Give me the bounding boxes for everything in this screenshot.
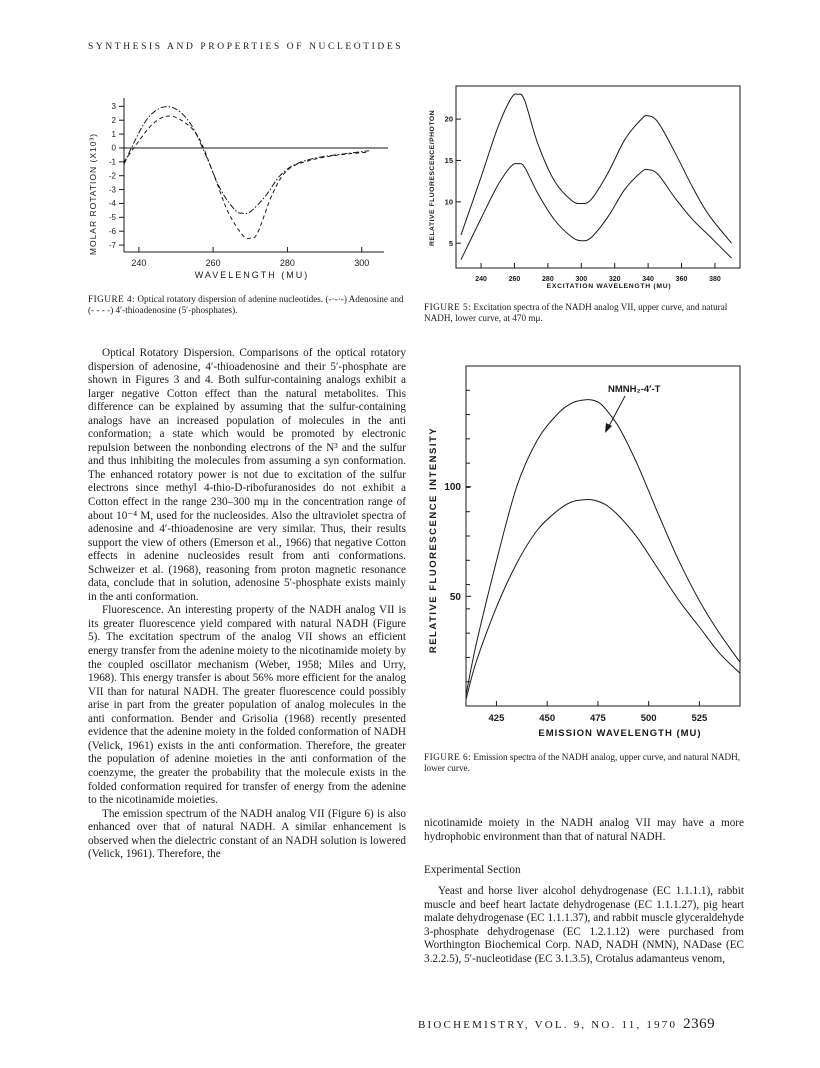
y-tick-label: -6 <box>108 226 116 236</box>
paragraph-emission: The emission spectrum of the NADH analog VII (Figure 6) is also enhanced over that of natural NADH. A similar enhancement is observed when the dielectric constant of an NADH solution is lowered (Velick, 1961). Therefore, the <box>88 807 406 861</box>
y-tick-label: 1 <box>111 129 116 139</box>
fig5-series-analog <box>461 94 732 243</box>
fig5-series-natural <box>461 164 732 260</box>
fig6-xlabel: EMISSION WAVELENGTH (MU) <box>538 728 702 739</box>
paragraph-experimental: Yeast and horse liver alcohol dehydrogenase (EC 1.1.1.1), rabbit muscle and beef heart lactate dehydrogenase (EC 1.1.1.27), pig heart malate dehydrogenase (EC 1.1.1.37), and rabbit muscle glyceraldehyde 3-phosphate dehydrogenase (EC 1.2.1.12) were purchased from Worthington Biochemical Corp. NAD, NADH (NMN), NADase (EC 3.2.2.5), 5′-nucleotidase (EC 3.1.3.5), Crotalus adamanteus venom, <box>424 885 744 965</box>
paragraph-continuation: nicotinamide moiety in the NADH analog VII may have a more hydrophobic environment than that of natural NADH. <box>424 817 744 843</box>
y-tick-label: 10 <box>444 197 453 207</box>
figure-5-caption <box>424 302 744 324</box>
x-tick-label: 260 <box>205 258 221 268</box>
y-tick-label: 3 <box>111 102 116 112</box>
fig6-series-analog <box>466 400 740 695</box>
right-column <box>424 817 744 844</box>
figure-6-caption-label: FIGURE 6: <box>424 752 472 762</box>
x-tick-label: 300 <box>354 258 370 268</box>
x-tick-label: 450 <box>539 713 556 724</box>
fig5-ylabel: RELATIVE FLUORESCENCE/PHOTON <box>429 109 436 247</box>
fig4-series-adenosine <box>124 107 369 214</box>
figure-4-caption-text: Optical rotatory dispersion of adenine nucleotides. (-·-·-) Adenosine and (- - - -) 4′-thioadenosine (5′-phosphates). <box>88 294 404 315</box>
footer <box>418 1016 715 1033</box>
y-tick-label: 5 <box>448 238 453 248</box>
fig6-annotation-arrowhead <box>605 423 612 433</box>
y-tick-label: -3 <box>108 185 116 195</box>
fig4-xlabel: WAVELENGTH (MU) <box>194 270 310 280</box>
figure-4-caption-label: FIGURE 4: <box>88 294 136 304</box>
x-tick-label: 380 <box>709 276 721 283</box>
x-tick-label: 280 <box>279 258 295 268</box>
y-tick-label: -4 <box>108 199 116 209</box>
x-tick-label: 500 <box>640 713 657 724</box>
figure-6-chart <box>420 360 746 748</box>
fig5-frame <box>456 86 740 268</box>
y-tick-label: -1 <box>108 157 116 167</box>
figure-5-caption-label: FIGURE 5: <box>424 302 472 312</box>
fig6-frame <box>466 366 740 706</box>
x-tick-label: 260 <box>508 276 521 283</box>
figure-6-caption <box>424 752 744 774</box>
fig4-series-thioadenosine <box>124 116 369 239</box>
y-tick-label: 100 <box>444 482 461 494</box>
left-column <box>88 347 406 862</box>
fig4-y-axis-label <box>88 133 98 255</box>
y-tick-label: 2 <box>111 115 116 125</box>
figure-4-chart <box>84 82 404 284</box>
section-heading: Experimental Section <box>424 864 521 876</box>
x-tick-label: 320 <box>608 276 621 283</box>
fig4-ylabel: MOLAR ROTATION (X10³) <box>88 132 98 256</box>
figure-6-caption-text: Emission spectra of the NADH analog, upper curve, and natural NADH, lower curve. <box>424 752 741 773</box>
x-tick-label: 240 <box>475 276 487 283</box>
y-tick-label: 0 <box>111 143 116 153</box>
experimental-paragraph-block <box>424 885 744 966</box>
x-tick-label: 240 <box>131 258 147 268</box>
figure-5-caption-text: Excitation spectra of the NADH analog VII, upper curve, and natural NADH, lower curve, at 470 mμ. <box>424 302 728 323</box>
x-tick-label: 425 <box>488 713 505 724</box>
x-tick-label: 300 <box>575 276 588 283</box>
x-tick-label: 280 <box>542 276 554 283</box>
x-tick-label: 360 <box>675 276 688 283</box>
figure-5-chart <box>424 82 746 294</box>
paragraph-ord: Optical Rotatory Dispersion. Comparisons of the optical rotatory dispersion of adenosine, 4′-thioadenosine and their 5′-phosphate are shown in Figures 3 and 4. Both sulfur-containing analogs exhibit a larger negative Cotton effect than the natural metabolites. This difference can be explained by assuming that the sulfur-containing analogs have an increased population of molecules in the anti conformation; a state which would be promoted by electronic repulsion between the nonbonding electrons of the N³ and the sulfur and thus inhibiting the molecules from assuming a syn conformation. The enhanced rotatory power is not due to excitation of the sulfur electrons since methyl 4-thio-D-ribofuranosides do not exhibit a Cotton effect in the range 230–300 mμ in the concentration range of about 10⁻⁴ M, used for the nucleosides. Also the ultraviolet spectra of adenosine and 4′-thioadenosine are very similar. Thus, their results support the view of others (Emerson et al., 1966) that negative Cotton effects in adenine nucleosides result from anti conformations. Schweizer et al. (1968), reasoning from proton magnetic resonance data, conclude that in solution, adenosine 5′-phosphate exists mainly in the anti conformation. <box>88 347 406 603</box>
x-tick-label: 525 <box>691 713 708 724</box>
y-tick-label: -5 <box>108 213 116 223</box>
running-head: SYNTHESIS AND PROPERTIES OF NUCLEOTIDES <box>88 42 404 52</box>
fig5-xlabel: EXCITATION WAVELENGTH (MU) <box>546 283 672 290</box>
footer-journal: BIOCHEMISTRY, VOL. 9, NO. 11, 1970 <box>418 1019 678 1031</box>
y-tick-label: 15 <box>444 156 453 166</box>
x-tick-label: 475 <box>589 713 606 724</box>
fig6-ylabel: RELATIVE FLUORESCENCE INTENSITY <box>428 426 439 654</box>
figure-4-caption <box>88 294 406 316</box>
y-tick-label: 50 <box>449 591 461 603</box>
y-tick-label: -2 <box>108 171 116 181</box>
paragraph-fluorescence: Fluorescence. An interesting property of the NADH analog VII is its greater fluorescence yield compared with natural NADH (Figure 5). The excitation spectrum of the analog VII shows an efficient energy transfer from the adenine moiety to the nicotinamide moiety by the coupled oscillator mechanism (Weber, 1958; Miles and Urry, 1968). This energy transfer is about 56% more efficient for the analog VII than for natural NADH. The greater fluorescence could possibly arise in part from the greater population of analog molecules in the anti conformation. Bender and Grisolia (1968) recently presented evidence that the adenine moiety in the folded conformation of NADH (Velick, 1961) exists in the anti conformation. Therefore, the greater the population of adenine moieties in the anti conformation of the coenzyme, the greater the probability that the molecule exists in the folded conformation required for transfer of energy from the adenine to the nicotinamide moieties. <box>88 604 406 807</box>
page-number: 2369 <box>683 1016 716 1032</box>
y-tick-label: 20 <box>444 114 453 124</box>
y-tick-label: -7 <box>108 240 116 250</box>
x-tick-label: 340 <box>642 276 654 283</box>
fig6-annotation: NMNH₂-4′-T <box>608 384 661 395</box>
